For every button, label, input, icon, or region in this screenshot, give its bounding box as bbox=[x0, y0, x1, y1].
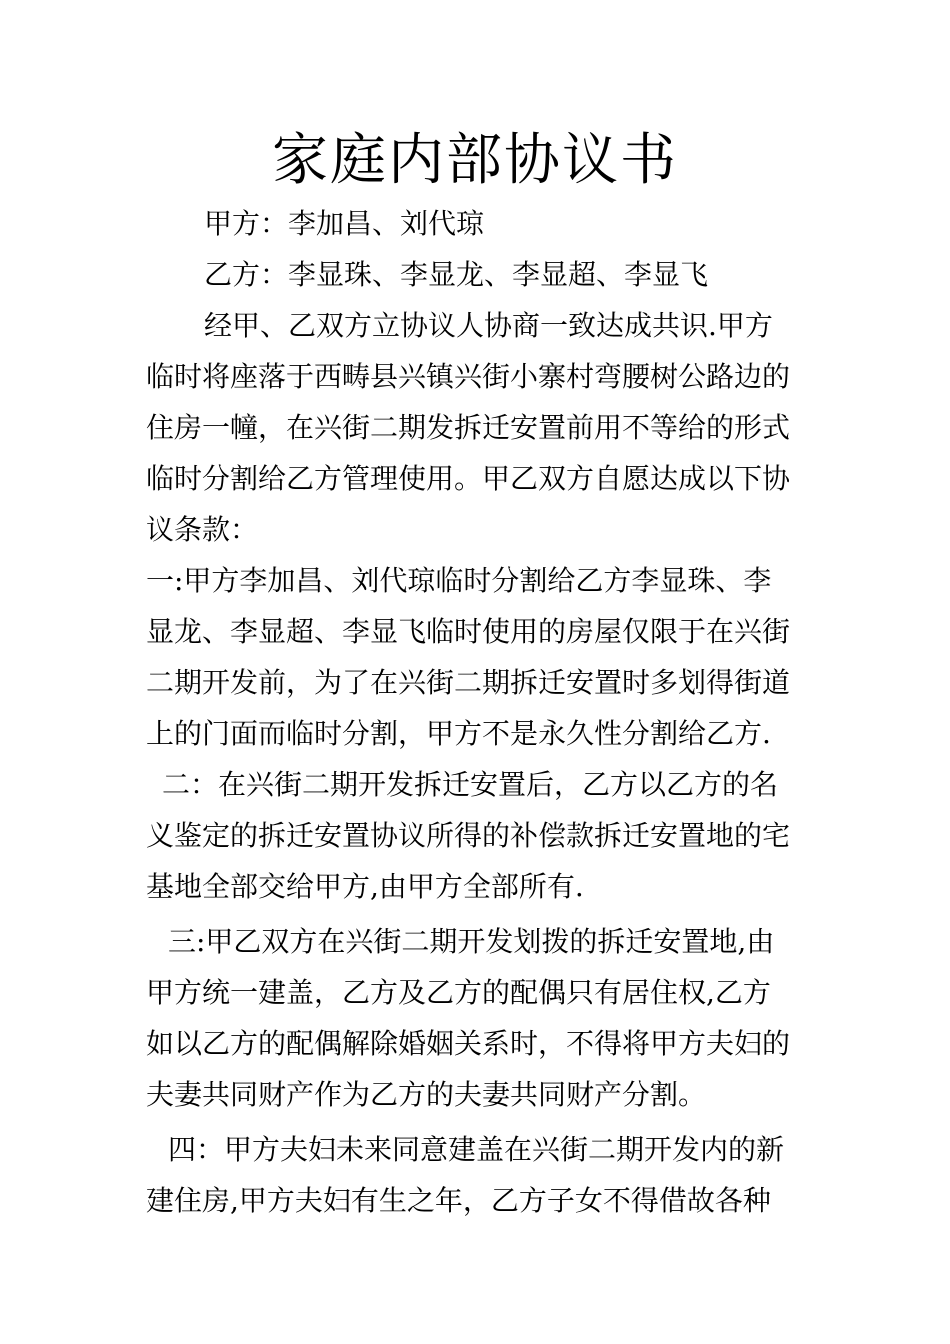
clause-one-line: 一:甲方李加昌、刘代琼临时分割给乙方李显珠、李 bbox=[146, 564, 772, 597]
preamble-line: 临时分割给乙方管理使用。甲乙双方自愿达成以下协 bbox=[146, 462, 791, 495]
party-b-line: 乙方：李显珠、李显龙、李显超、李显飞 bbox=[204, 258, 709, 291]
clause-three-line: 甲方统一建盖，乙方及乙方的配偶只有居住权,乙方 bbox=[146, 976, 771, 1009]
clause-two-line: 基地全部交给甲方,由甲方全部所有. bbox=[146, 870, 584, 903]
clause-two-line: 二：在兴街二期开发拆迁安置后，乙方以乙方的名 bbox=[162, 768, 779, 801]
document-body bbox=[146, 198, 806, 1226]
clause-four-line: 建住房,甲方夫妇有生之年，乙方子女不得借故各种 bbox=[146, 1184, 771, 1217]
preamble-line: 临时将座落于西畴县兴镇兴街小寨村弯腰树公路边的 bbox=[146, 360, 791, 393]
clause-two-line: 义鉴定的拆迁安置协议所得的补偿款拆迁安置地的宅 bbox=[146, 819, 791, 852]
preamble-line: 住房一幢，在兴街二期发拆迁安置前用不等给的形式 bbox=[146, 411, 791, 444]
clause-three-line: 夫妻共同财产作为乙方的夫妻共同财产分割。 bbox=[146, 1078, 707, 1111]
clause-one-line: 显龙、李显超、李显飞临时使用的房屋仅限于在兴街 bbox=[146, 615, 791, 648]
clause-one-line: 上的门面而临时分割，甲方不是永久性分割给乙方. bbox=[146, 717, 771, 750]
clause-one-line: 二期开发前，为了在兴街二期拆迁安置时多划得街道 bbox=[146, 666, 791, 699]
party-a-line: 甲方：李加昌、刘代琼 bbox=[204, 207, 485, 240]
preamble-line: 经甲、乙双方立协议人协商一致达成共识.甲方 bbox=[204, 309, 773, 342]
clause-three-line: 如以乙方的配偶解除婚姻关系时，不得将甲方夫妇的 bbox=[146, 1027, 791, 1060]
clause-four-line: 四：甲方夫妇未来同意建盖在兴街二期开发内的新 bbox=[168, 1133, 785, 1166]
document-title: 家庭内部协议书 bbox=[272, 128, 678, 193]
preamble-line: 议条款： bbox=[146, 513, 259, 546]
clause-three-line: 三:甲乙双方在兴街二期开发划拨的拆迁安置地,由 bbox=[168, 925, 775, 958]
